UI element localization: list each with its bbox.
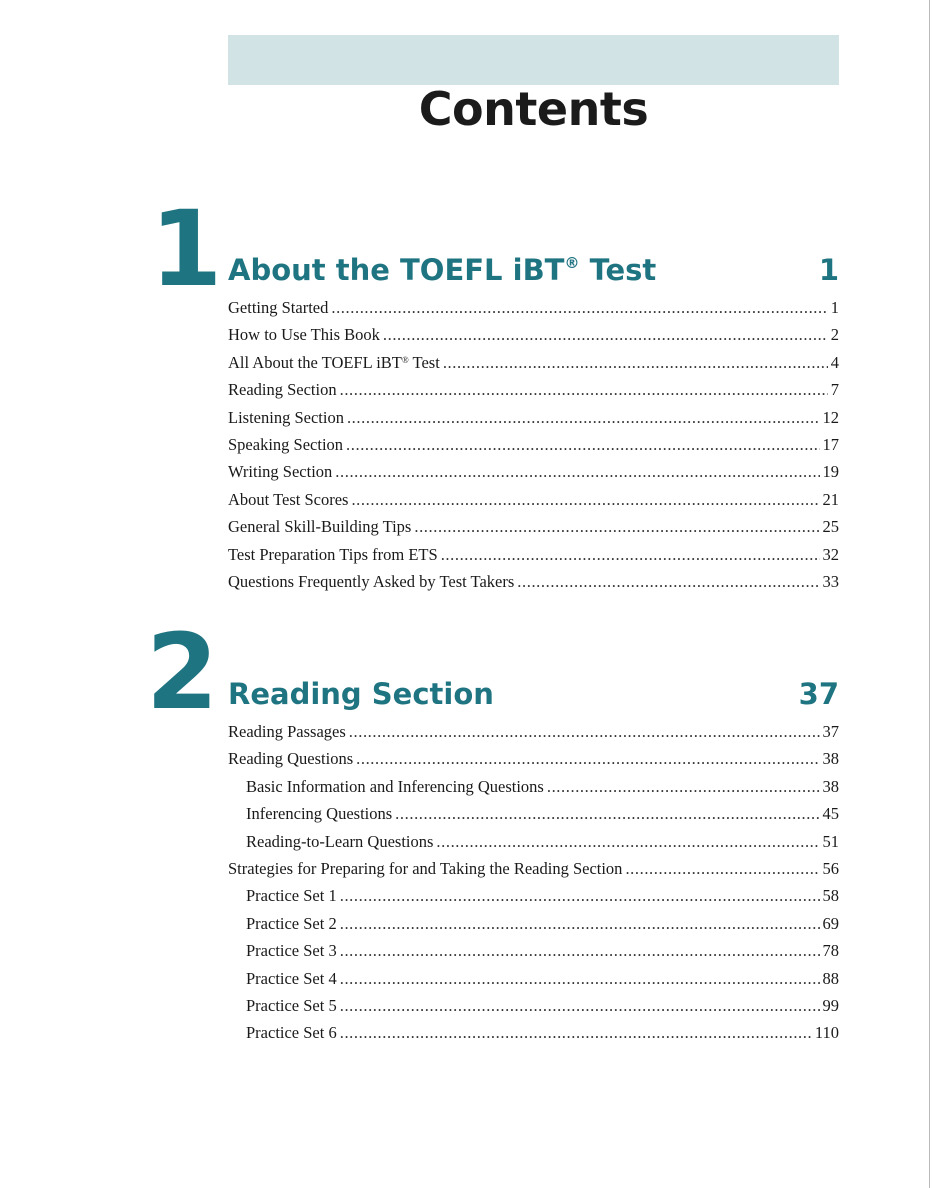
toc-entry-page: 2 bbox=[830, 325, 839, 345]
toc-entry-label: Practice Set 3 bbox=[246, 941, 337, 961]
toc-entry-page: 58 bbox=[822, 886, 839, 906]
chapter-page-number: 1 bbox=[818, 253, 839, 287]
toc-entry-page: 110 bbox=[814, 1023, 839, 1043]
toc-entry-label: Reading Questions bbox=[228, 749, 354, 769]
dot-leader bbox=[340, 996, 820, 1016]
toc-subentry[interactable] bbox=[228, 886, 839, 913]
toc-entry-label: Speaking Section bbox=[228, 434, 344, 454]
toc-entry-label: Questions Frequently Asked by Test Takers bbox=[228, 571, 515, 591]
dot-leader bbox=[331, 298, 827, 318]
toc-entry-label: Practice Set 1 bbox=[246, 886, 337, 906]
toc-entry-label: Listening Section bbox=[228, 407, 344, 427]
dot-leader bbox=[340, 886, 820, 906]
toc-entry-page: 19 bbox=[822, 462, 839, 482]
dot-leader bbox=[349, 722, 820, 742]
dot-leader bbox=[340, 969, 820, 989]
toc-subentry[interactable] bbox=[228, 777, 839, 804]
toc-entry[interactable] bbox=[228, 545, 839, 572]
dot-leader bbox=[340, 380, 828, 400]
chapter-heading[interactable] bbox=[228, 253, 839, 287]
dot-leader bbox=[443, 353, 828, 373]
dot-leader bbox=[414, 517, 819, 537]
dot-leader bbox=[625, 859, 819, 879]
toc-entry-label: Practice Set 6 bbox=[246, 1023, 337, 1043]
dot-leader bbox=[335, 462, 819, 482]
toc-entry[interactable] bbox=[228, 353, 839, 380]
toc-entry-label: Strategies for Preparing for and Taking the Reading Section bbox=[228, 858, 623, 878]
chapter-number: 2 bbox=[146, 611, 219, 733]
dot-leader bbox=[351, 490, 819, 510]
toc-subentry[interactable] bbox=[228, 969, 839, 996]
toc-entry-page: 78 bbox=[822, 941, 839, 961]
toc-entry-label: Getting Started bbox=[228, 298, 329, 317]
toc-entry[interactable] bbox=[228, 517, 839, 544]
dot-leader bbox=[517, 572, 819, 592]
toc-entry-page: 99 bbox=[822, 995, 839, 1015]
toc-subentry[interactable] bbox=[228, 996, 839, 1023]
dot-leader bbox=[547, 777, 820, 797]
page-edge-divider bbox=[929, 0, 930, 1188]
toc-subentry[interactable] bbox=[228, 832, 839, 859]
toc-entry-label: Reading Section bbox=[228, 380, 337, 400]
toc-entry-page: 45 bbox=[822, 804, 839, 824]
header-band bbox=[228, 35, 839, 85]
toc-subentry[interactable] bbox=[228, 941, 839, 968]
toc-entry-page: 4 bbox=[830, 352, 839, 372]
toc-entry-label: Practice Set 2 bbox=[246, 913, 337, 933]
toc-entry-page: 38 bbox=[822, 749, 839, 769]
toc-entry-page: 7 bbox=[830, 380, 839, 400]
page-title: Contents bbox=[418, 82, 649, 136]
toc-entry[interactable] bbox=[228, 572, 839, 599]
toc-entry-label: All About the TOEFL iBT® Test bbox=[228, 352, 440, 372]
toc-entry-label: Writing Section bbox=[228, 462, 333, 482]
toc-entry-label: Basic Information and Inferencing Questions bbox=[246, 776, 544, 796]
chapter-title: About the TOEFL iBT® Test bbox=[228, 253, 657, 287]
toc-list bbox=[228, 722, 839, 1051]
toc-entry-label: Inferencing Questions bbox=[246, 804, 393, 824]
toc-entry-label: Practice Set 4 bbox=[246, 968, 337, 988]
toc-entry[interactable] bbox=[228, 462, 839, 489]
dot-leader bbox=[346, 435, 819, 455]
toc-entry-page: 32 bbox=[822, 544, 839, 564]
toc-entry-label: About Test Scores bbox=[228, 489, 349, 509]
toc-entry-page: 56 bbox=[822, 858, 839, 878]
toc-subentry[interactable] bbox=[228, 914, 839, 941]
toc-entry-label: Reading Passages bbox=[228, 722, 346, 741]
dot-leader bbox=[395, 804, 819, 824]
toc-entry[interactable] bbox=[228, 325, 839, 352]
toc-entry[interactable] bbox=[228, 380, 839, 407]
toc-entry[interactable] bbox=[228, 749, 839, 776]
toc-entry-label: General Skill-Building Tips bbox=[228, 517, 412, 537]
toc-entry-page: 88 bbox=[822, 968, 839, 988]
chapter-page-number: 37 bbox=[798, 677, 839, 711]
dot-leader bbox=[340, 1023, 812, 1043]
toc-entry-page: 51 bbox=[822, 831, 839, 851]
toc-subentry[interactable] bbox=[228, 804, 839, 831]
toc-entry-label: How to Use This Book bbox=[228, 325, 380, 345]
dot-leader bbox=[441, 545, 820, 565]
chapter-number: 1 bbox=[150, 188, 223, 310]
toc-entry-page: 21 bbox=[822, 489, 839, 509]
toc-entry-page: 1 bbox=[830, 298, 839, 317]
toc-entry-page: 38 bbox=[822, 776, 839, 796]
toc-entry-page: 33 bbox=[822, 571, 839, 591]
toc-entry-page: 12 bbox=[822, 407, 839, 427]
toc-entry[interactable] bbox=[228, 408, 839, 435]
dot-leader bbox=[356, 749, 819, 769]
toc-entry-label: Reading-to-Learn Questions bbox=[246, 831, 434, 851]
toc-entry[interactable] bbox=[228, 490, 839, 517]
dot-leader bbox=[347, 408, 820, 428]
toc-entry-label: Test Preparation Tips from ETS bbox=[228, 544, 438, 564]
toc-entry[interactable] bbox=[228, 298, 839, 325]
dot-leader bbox=[340, 941, 820, 961]
toc-entry-label: Practice Set 5 bbox=[246, 995, 337, 1015]
toc-entry-page: 37 bbox=[822, 722, 839, 741]
toc-entry-page: 69 bbox=[822, 913, 839, 933]
chapter-heading[interactable] bbox=[228, 677, 839, 711]
toc-entry[interactable] bbox=[228, 859, 839, 886]
dot-leader bbox=[340, 914, 820, 934]
toc-entry-page: 25 bbox=[822, 517, 839, 537]
toc-subentry[interactable] bbox=[228, 1023, 839, 1050]
toc-list bbox=[228, 298, 839, 599]
chapter-title: Reading Section bbox=[228, 677, 494, 711]
toc-entry[interactable] bbox=[228, 722, 839, 749]
dot-leader bbox=[436, 832, 819, 852]
dot-leader bbox=[383, 325, 828, 345]
toc-entry[interactable] bbox=[228, 435, 839, 462]
toc-entry-page: 17 bbox=[822, 434, 839, 454]
